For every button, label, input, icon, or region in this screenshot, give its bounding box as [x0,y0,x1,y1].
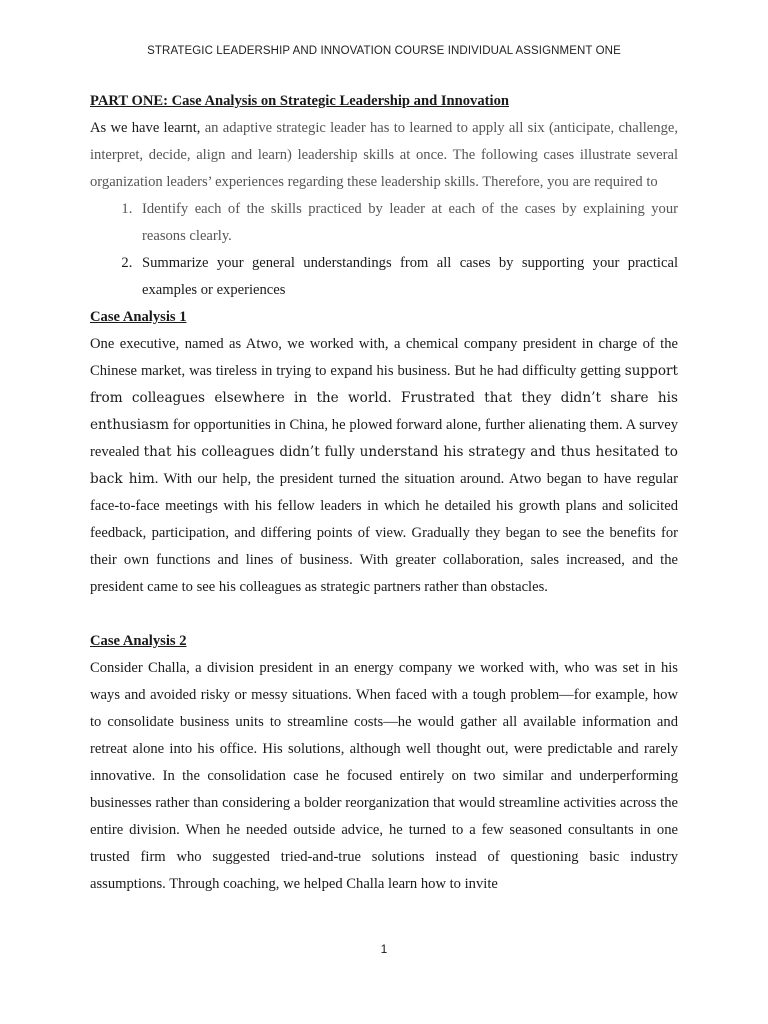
case2-paragraph: Consider Challa, a division president in an energy company we worked with, who was set in his ways and avoided risky or messy situations. When faced with a tough problem—for example, how to consolidate business units to streamline costs—he would gather all available information and retreat alone into his office. His solutions, although well thought out, were predictable and rarely innovative. In the consolidation case he focused entirely on two similar and underperforming businesses rather than considering a bolder reorganization that would streamline activities across the entire division. When he needed outside advice, he turned to a few seasoned consultants in one trusted firm who suggested tried-and-true solutions instead of questioning basic industry assumptions. Through coaching, we helped Challa learn how to invite [90,660,678,892]
case1-paragraph [90,331,678,601]
case1-text-part: . With our help, the president turned the situation around. Atwo began to have regular face-to-face meetings with his fellow leaders in which he detailed his growth plans and solicited feedback, participation, and differing points of view. Gradually they began to see the benefits for their own functions and lines of business. With greater collaboration, sales increased, and the president came to see his colleagues as strategic partners rather than obstacles. [90,471,678,595]
case1-text-part: for opportunities in China, he plowed forward alone, further alienating them. A survey revealed [90,417,678,460]
task-item: 1. Identify each of the skills practiced by leader at each of the cases by explaining your reasons clearly. [136,196,678,250]
intro-rest: an adaptive strategic leader has to learned to apply all six (anticipate, challenge, interpret, decide, align and learn) leadership skills at once. The following cases illustrate several organization leaders’ experiences regarding these leadership skills. Therefore, you are required to [90,120,678,190]
case2-title: Case Analysis 2 [90,633,187,649]
spacer [90,601,678,628]
task-item: 2. Summarize your general understandings from all cases by supporting your practical examples or experiences [136,250,678,304]
intro-lead: As we have learnt, [90,120,201,136]
case1-text-part: that his colleagues didn’t fully understand his strategy and thus hesitated to back him [90,444,678,487]
task-list [90,196,678,304]
part-title: PART ONE: Case Analysis on Strategic Leadership and Innovation [90,93,509,109]
case1-text-part: One executive, named as Atwo, we worked with, a chemical company president in charge of the Chinese market, was tireless in trying to expand his business. But he had difficulty getting [90,336,678,379]
case1-text-part: support from colleagues elsewhere in the world. Frustrated that they didn’t share his enthusiasm [90,363,678,433]
case1-title: Case Analysis 1 [90,309,187,325]
document-body [90,88,678,898]
page-header: STRATEGIC LEADERSHIP AND INNOVATION COURSE INDIVIDUAL ASSIGNMENT ONE [147,45,621,57]
intro-paragraph [90,115,678,196]
page-number: 1 [380,942,388,956]
